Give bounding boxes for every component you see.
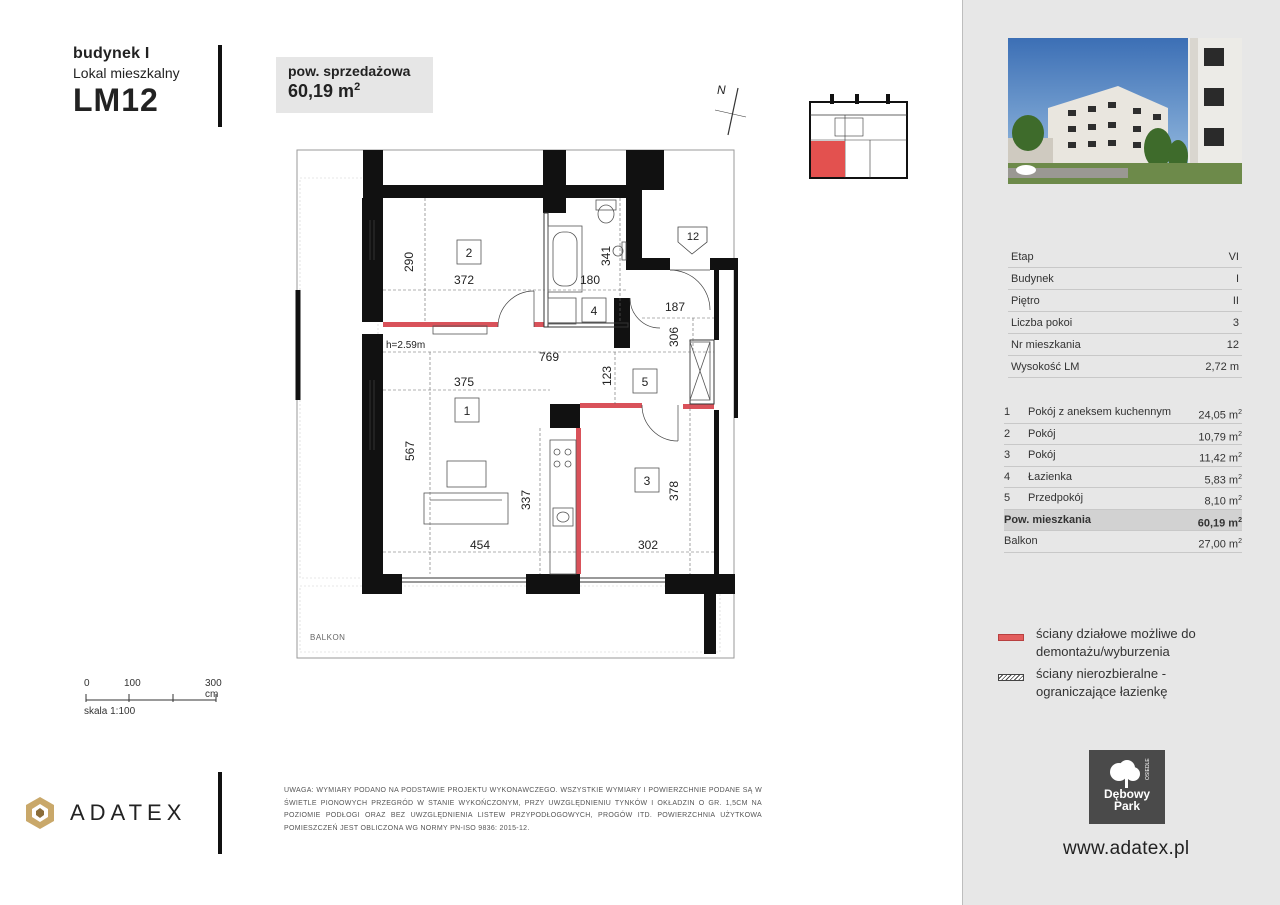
legend-swatch-red <box>998 634 1024 641</box>
dim-567: 567 <box>403 440 417 462</box>
legend-item-demolishable: ściany działowe możliwe do demontażu/wyburzenia <box>998 625 1246 661</box>
info-row: Piętro II <box>1008 290 1242 312</box>
room-row: 4 Łazienka 5,83 $m^2$ <box>1004 467 1242 489</box>
ceiling-height-label: h=2.59m <box>386 340 426 351</box>
room-row: 5 Przedpokój 8,10 $m^2$ <box>1004 488 1242 510</box>
room-number-2: 2 <box>465 246 473 260</box>
scale-label: skala 1:100 <box>84 706 136 717</box>
legend-swatch-hatched <box>998 674 1024 681</box>
website-link[interactable]: www.adatex.pl <box>1063 838 1190 859</box>
info-row: Budynek I <box>1008 268 1242 290</box>
dim-180: 180 <box>579 273 601 287</box>
room-row: 1 Pokój z aneksem kuchennym 24,05 $m^2$ <box>1004 402 1242 424</box>
info-row: Nr mieszkania 12 <box>1008 334 1242 356</box>
scale-tick-0: 0 <box>84 678 90 689</box>
adatex-logo <box>22 795 186 831</box>
balcony-area-row: Balkon 27,00 $m^2$ <box>1004 531 1242 553</box>
scale-tick-300: 300 cm <box>205 678 222 700</box>
dim-372: 372 <box>453 273 475 287</box>
room-number-4: 4 <box>590 304 598 318</box>
room-number-1: 1 <box>463 404 471 418</box>
dim-337: 337 <box>519 489 533 511</box>
info-row: Wysokość LM 2,72 m <box>1008 356 1242 378</box>
park-name: Dębowy Park <box>1103 787 1150 813</box>
scale-tick-100: 100 <box>124 678 141 689</box>
debowy-park-logo: OSIEDLE Dębowy Park <box>1089 750 1165 824</box>
legend <box>998 625 1246 705</box>
dim-769: 769 <box>538 350 560 364</box>
footer-divider <box>218 772 222 854</box>
key-plan-unit-highlight <box>811 141 845 177</box>
tree-icon <box>1089 750 1165 790</box>
key-plan <box>810 94 907 178</box>
adatex-logo-text: ADATEX <box>70 800 187 825</box>
building-photo <box>1008 38 1242 184</box>
unit-type-label: Lokal mieszkalny <box>73 65 180 81</box>
dim-290: 290 <box>402 251 416 273</box>
dim-187: 187 <box>664 300 686 314</box>
info-row: Etap VI <box>1008 246 1242 268</box>
dim-454: 454 <box>469 538 491 552</box>
balcony-label: BALKON <box>310 633 346 642</box>
room-number-3: 3 <box>643 474 651 488</box>
entrance-number: 12 <box>686 231 700 243</box>
sales-area-value: 60,19 $m^2$ <box>288 81 361 101</box>
unit-code: LM12 <box>73 82 159 118</box>
rooms-table <box>1004 402 1242 553</box>
north-arrow-icon <box>715 83 746 135</box>
sales-area-label: pow. sprzedażowa <box>288 63 411 79</box>
room-number-5: 5 <box>641 375 649 389</box>
scale-bar <box>84 678 224 717</box>
dim-378: 378 <box>667 480 681 502</box>
disclaimer-notes: UWAGA: WYMIARY PODANO NA PODSTAWIE PROJEKTU WYKONAWCZEGO. WSZYSTKIE WYMIARY I POWIERZCHNIE PODANE SĄ W ŚWIETLE PIONOWYCH PRZEGRÓD W STANIE WYKOŃCZONYM, PRZY UWZGLĘDNIENIU TYNKÓW I OKŁADZIN O GR. 1,5CM NA POZIOMIE PODŁOGI ORAZ BEZ UWZGLĘDNIENIA LISTEW PRZYPODŁOGOWYCH, PROGÓW ITD. POWIERZCHNIA UŻYTKOWA POMIESZCZEŃ JEST OBLICZONA WG NORMY PN-ISO 9836: 2015-12. <box>284 787 762 832</box>
dim-375: 375 <box>453 375 475 389</box>
unit-info-table <box>1008 246 1242 378</box>
info-row: Liczba pokoi 3 <box>1008 312 1242 334</box>
room-row: 3 Pokój 11,42 $m^2$ <box>1004 445 1242 467</box>
dim-123: 123 <box>600 365 614 387</box>
dim-341: 341 <box>599 245 613 267</box>
dim-306: 306 <box>667 326 681 348</box>
total-area-row: Pow. mieszkania 60,19 $m^2$ <box>1004 510 1242 532</box>
room-row: 2 Pokój 10,79 $m^2$ <box>1004 424 1242 446</box>
building-label: budynek I <box>73 45 150 62</box>
dim-302: 302 <box>637 538 659 552</box>
info-panel <box>962 0 1280 905</box>
adatex-logo-icon <box>22 795 58 831</box>
legend-item-bathroom-walls: ściany nierozbieralne - ograniczające łazienkę <box>998 665 1246 701</box>
north-label: N <box>717 83 726 97</box>
